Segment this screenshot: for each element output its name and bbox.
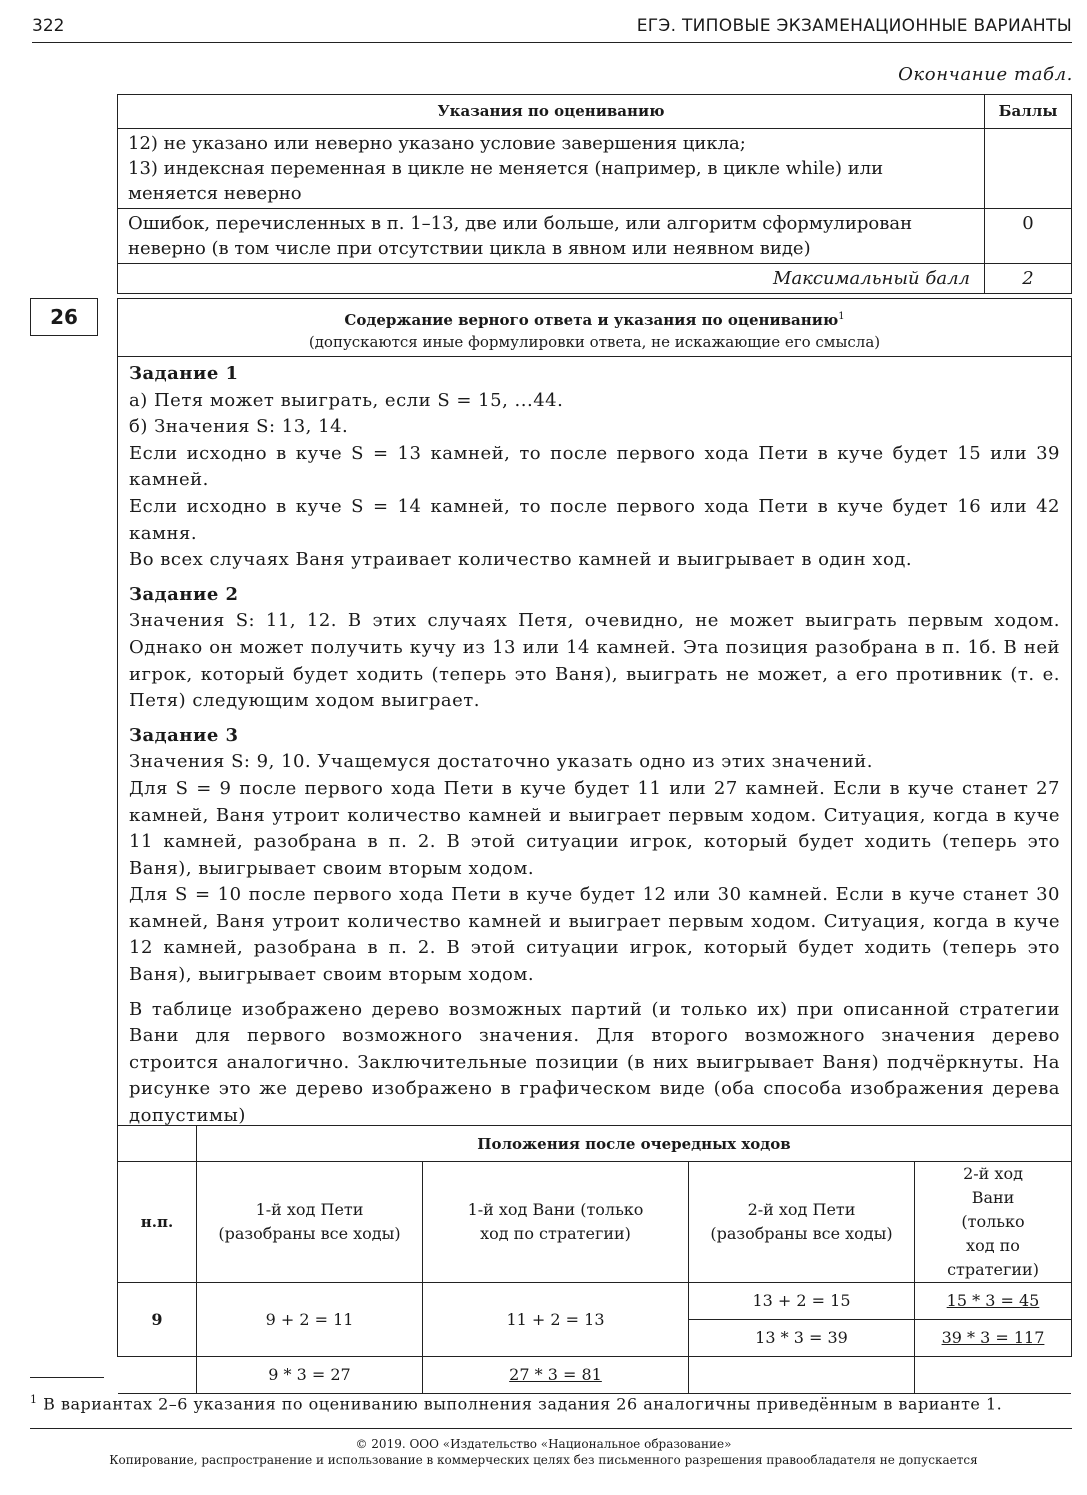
col-start-header: н.п. <box>118 1162 197 1283</box>
max-score-label: Максимальный балл <box>118 264 985 294</box>
copyright-line-1: © 2019. ООО «Издательство «Национальное образование» <box>355 1437 732 1451</box>
task-3-para-3: Для S = 10 после первого хода Пети в куче будет 12 или 30 камней. Если в куче станет 30 камней, Ваня утроит количество камней и выиграет первым ходом. Ситуация, когда в куче 12 камней, разобрана в п. 2. В этой ситуации игрок, который будет ходить (теперь это Ваня), выигрывает своим вторым ходом. <box>129 884 1060 986</box>
petya-move-add: 9 + 2 = 11 <box>197 1283 423 1357</box>
vanya-win-81: 27 * 3 = 81 <box>423 1357 689 1394</box>
table-continuation-label: Окончание табл. <box>898 64 1073 85</box>
running-title: ЕГЭ. ТИПОВЫЕ ЭКЗАМЕНАЦИОННЫЕ ВАРИАНТЫ <box>636 16 1072 36</box>
vanya2-win-117: 39 * 3 = 117 <box>915 1320 1072 1357</box>
task-3-title: Задание 3 <box>129 724 239 746</box>
start-value: 9 <box>118 1283 197 1357</box>
task-2-title: Задание 2 <box>129 583 239 605</box>
task-2-para: Значения S: 11, 12. В этих случаях Петя, очевидно, не может выиграть первым ходом. Однако он может получить кучу из 13 или 14 камней. Эта позиция разобрана в п. 1б. В ней игрок, который будет ходить (теперь это Ваня), выиграть не может, а его противник (т. е. Петя) следующим ходом выиграет. <box>129 610 1060 712</box>
page-header <box>32 14 1072 43</box>
col-instructions-header: Указания по оцениванию <box>118 95 985 129</box>
footnote-separator <box>30 1377 104 1378</box>
game-tree-table <box>118 1125 1071 1394</box>
task-1-b: б) Значения S: 13, 14. <box>129 416 349 438</box>
page-number: 322 <box>32 16 65 36</box>
footnote-ref: 1 <box>838 311 845 322</box>
tree-description: В таблице изображено дерево возможных партий (и только их) при описанной стратегии Вани для первого возможного значения. Для второго возможного значения дерево строится аналогично. Заключительные позиции (в них выигрывает Ваня) подчёркнуты. На рисунке это же дерево изображено в графическом виде (оба способа изображения дерева допустимы) <box>129 998 1060 1127</box>
col-petya-1-header: 1-й ход Пети (разобраны все ходы) <box>197 1162 423 1283</box>
col-petya-2-header: 2-й ход Пети (разобраны все ходы) <box>689 1162 915 1283</box>
task-number: 26 <box>30 298 98 336</box>
footnote-text: В вариантах 2–6 указания по оцениванию выполнения задания 26 аналогичны приведённым в варианте 1. <box>43 1394 1003 1414</box>
criterion-13: 13) индексная переменная в цикле не меняется (например, в цикле while) или меняется неверно <box>128 158 884 204</box>
criterion-12: 12) не указано или неверно указано условие завершения цикла; <box>128 133 746 154</box>
answer-box-header <box>118 299 1071 357</box>
col-points-header: Баллы <box>985 95 1072 129</box>
copyright-footer <box>0 1436 1087 1468</box>
petya2-move-add: 13 + 2 = 15 <box>689 1283 915 1320</box>
task-3-para-1: Значения S: 9, 10. Учащемуся достаточно указать одно из этих значений. <box>129 751 873 773</box>
answer-content <box>118 357 1071 1130</box>
task-1-para-3: Во всех случаях Ваня утраивает количество камней и выигрывает в один ход. <box>129 549 913 571</box>
grading-row-zero: Ошибок, перечисленных в п. 1–13, две или больше, или алгоритм сформулирован неверно (в том числе при отсутствии цикла в явном или неявном виде) <box>118 209 985 264</box>
answer-box-subtitle: (допускаются иные формулировки ответа, не искажающие его смысла) <box>308 333 881 351</box>
col-vanya-1-header: 1-й ход Вани (только ход по стратегии) <box>423 1162 689 1283</box>
task-1-a: а) Петя может выиграть, если S = 15, ...44. <box>129 389 564 411</box>
copyright-line-2: Копирование, распространение и использование в коммерческих целях без письменного разрешения правообладателя не допускается <box>109 1453 978 1467</box>
vanya-move-add: 11 + 2 = 13 <box>423 1283 689 1357</box>
grading-table <box>117 94 1072 294</box>
footnote-mark: 1 <box>30 1393 38 1406</box>
petya-move-triple: 9 * 3 = 27 <box>197 1357 423 1394</box>
answer-box-title: Содержание верного ответа и указания по оцениванию <box>344 311 839 329</box>
task-3-para-2: Для S = 9 после первого хода Пети в куче будет 11 или 27 камней. Если в куче станет 27 камней, Ваня утроит количество камней и выиграет первым ходом. Ситуация, когда в куче 11 камней, разобрана в п. 2. В этой ситуации игрок, который будет ходить (теперь это Ваня), выигрывает своим вторым ходом. <box>129 777 1060 879</box>
points-zero: 0 <box>985 209 1072 264</box>
moves-group-header: Положения после очередных ходов <box>197 1126 1072 1162</box>
vanya2-win-45: 15 * 3 = 45 <box>915 1283 1072 1320</box>
footnote <box>30 1393 1072 1413</box>
grading-row-criteria <box>118 129 985 209</box>
answer-box <box>117 298 1072 1384</box>
task-1-para-2: Если исходно в куче S = 14 камней, то после первого хода Пети в куче будет 16 или 42 камня. <box>129 495 1060 544</box>
footer-divider <box>30 1428 1072 1429</box>
col-vanya-2-header: 2-й ход Вани (только ход по стратегии) <box>915 1162 1072 1283</box>
task-1-title: Задание 1 <box>129 363 239 384</box>
max-score-value: 2 <box>985 264 1072 294</box>
task-1-para-1: Если исходно в куче S = 13 камней, то после первого хода Пети в куче будет 15 или 39 камней. <box>129 442 1060 491</box>
petya2-move-triple: 13 * 3 = 39 <box>689 1320 915 1357</box>
